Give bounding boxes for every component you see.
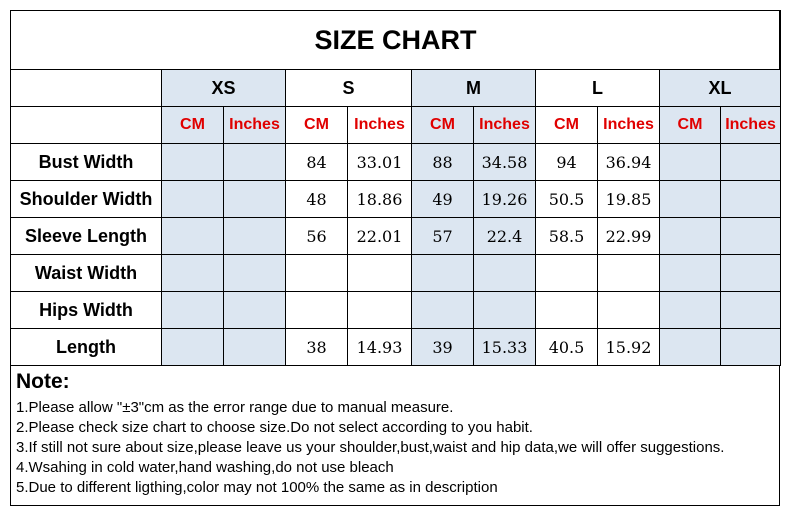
note-item: 1.Please allow "±3"cm as the error range due to manual measure. xyxy=(16,399,454,416)
value-cell: 15.92 xyxy=(598,329,660,366)
value-cell: 40.5 xyxy=(536,329,598,366)
value-cell xyxy=(412,255,474,292)
value-cell xyxy=(598,255,660,292)
value-cell: 18.86 xyxy=(348,181,412,218)
corner-cell xyxy=(11,70,162,107)
value-cell xyxy=(162,255,224,292)
value-cell: 49 xyxy=(412,181,474,218)
value-cell: 22.99 xyxy=(598,218,660,255)
value-cell xyxy=(660,181,721,218)
value-cell: 58.5 xyxy=(536,218,598,255)
value-cell xyxy=(286,255,348,292)
value-cell xyxy=(721,181,781,218)
value-cell xyxy=(224,181,286,218)
unit-inches: Inches xyxy=(348,107,412,144)
value-cell: 14.93 xyxy=(348,329,412,366)
value-cell: 50.5 xyxy=(536,181,598,218)
size-chart-table xyxy=(10,10,781,366)
value-cell xyxy=(348,255,412,292)
value-cell: 22.4 xyxy=(474,218,536,255)
value-cell xyxy=(536,292,598,329)
table-row xyxy=(11,255,781,292)
table-row xyxy=(11,218,781,255)
note-item: 3.If still not sure about size,please leave us your shoulder,bust,waist and hip data,we will offer suggestions. xyxy=(16,439,725,456)
note-item: 4.Wsahing in cold water,hand washing,do not use bleach xyxy=(16,459,394,476)
size-s: S xyxy=(286,70,412,107)
size-m: M xyxy=(412,70,536,107)
value-cell xyxy=(721,329,781,366)
value-cell xyxy=(474,292,536,329)
value-cell xyxy=(598,292,660,329)
table-row xyxy=(11,144,781,181)
corner-cell xyxy=(11,107,162,144)
row-label: Hips Width xyxy=(11,292,162,329)
unit-inches: Inches xyxy=(721,107,781,144)
value-cell: 38 xyxy=(286,329,348,366)
size-l: L xyxy=(536,70,660,107)
value-cell xyxy=(162,181,224,218)
value-cell xyxy=(224,329,286,366)
value-cell: 88 xyxy=(412,144,474,181)
note-item: 2.Please check size chart to choose size.Do not select according to you habit. xyxy=(16,419,533,436)
value-cell: 56 xyxy=(286,218,348,255)
value-cell xyxy=(660,329,721,366)
row-label: Length xyxy=(11,329,162,366)
value-cell: 15.33 xyxy=(474,329,536,366)
unit-cm: CM xyxy=(286,107,348,144)
notes-list xyxy=(16,398,724,498)
note-item: 5.Due to different ligthing,color may not 100% the same as in description xyxy=(16,479,498,496)
value-cell xyxy=(162,218,224,255)
value-cell xyxy=(721,292,781,329)
row-label: Waist Width xyxy=(11,255,162,292)
value-cell: 22.01 xyxy=(348,218,412,255)
table-row xyxy=(11,329,781,366)
value-cell xyxy=(224,255,286,292)
value-cell xyxy=(660,255,721,292)
value-cell xyxy=(224,218,286,255)
value-cell: 84 xyxy=(286,144,348,181)
value-cell xyxy=(660,144,721,181)
value-cell xyxy=(162,144,224,181)
value-cell xyxy=(660,218,721,255)
unit-inches: Inches xyxy=(474,107,536,144)
value-cell xyxy=(162,292,224,329)
size-xs: XS xyxy=(162,70,286,107)
value-cell xyxy=(348,292,412,329)
value-cell xyxy=(224,144,286,181)
row-label: Sleeve Length xyxy=(11,218,162,255)
unit-inches: Inches xyxy=(598,107,660,144)
unit-cm: CM xyxy=(162,107,224,144)
value-cell: 33.01 xyxy=(348,144,412,181)
value-cell: 48 xyxy=(286,181,348,218)
table-row xyxy=(11,181,781,218)
note-title: Note: xyxy=(16,370,70,393)
value-cell: 19.85 xyxy=(598,181,660,218)
size-xl: XL xyxy=(660,70,781,107)
value-cell xyxy=(536,255,598,292)
value-cell: 36.94 xyxy=(598,144,660,181)
unit-cm: CM xyxy=(660,107,721,144)
value-cell xyxy=(224,292,286,329)
value-cell xyxy=(162,329,224,366)
value-cell: 94 xyxy=(536,144,598,181)
table-row xyxy=(11,292,781,329)
value-cell xyxy=(721,144,781,181)
value-cell: 39 xyxy=(412,329,474,366)
row-label: Bust Width xyxy=(11,144,162,181)
unit-cm: CM xyxy=(536,107,598,144)
value-cell xyxy=(286,292,348,329)
value-cell: 34.58 xyxy=(474,144,536,181)
value-cell xyxy=(721,255,781,292)
value-cell: 19.26 xyxy=(474,181,536,218)
unit-cm: CM xyxy=(412,107,474,144)
size-header-row xyxy=(11,70,781,107)
value-cell xyxy=(474,255,536,292)
value-cell xyxy=(660,292,721,329)
value-cell: 57 xyxy=(412,218,474,255)
unit-header-row xyxy=(11,107,781,144)
row-label: Shoulder Width xyxy=(11,181,162,218)
unit-inches: Inches xyxy=(224,107,286,144)
value-cell xyxy=(721,218,781,255)
value-cell xyxy=(412,292,474,329)
chart-title: SIZE CHART xyxy=(11,11,781,70)
